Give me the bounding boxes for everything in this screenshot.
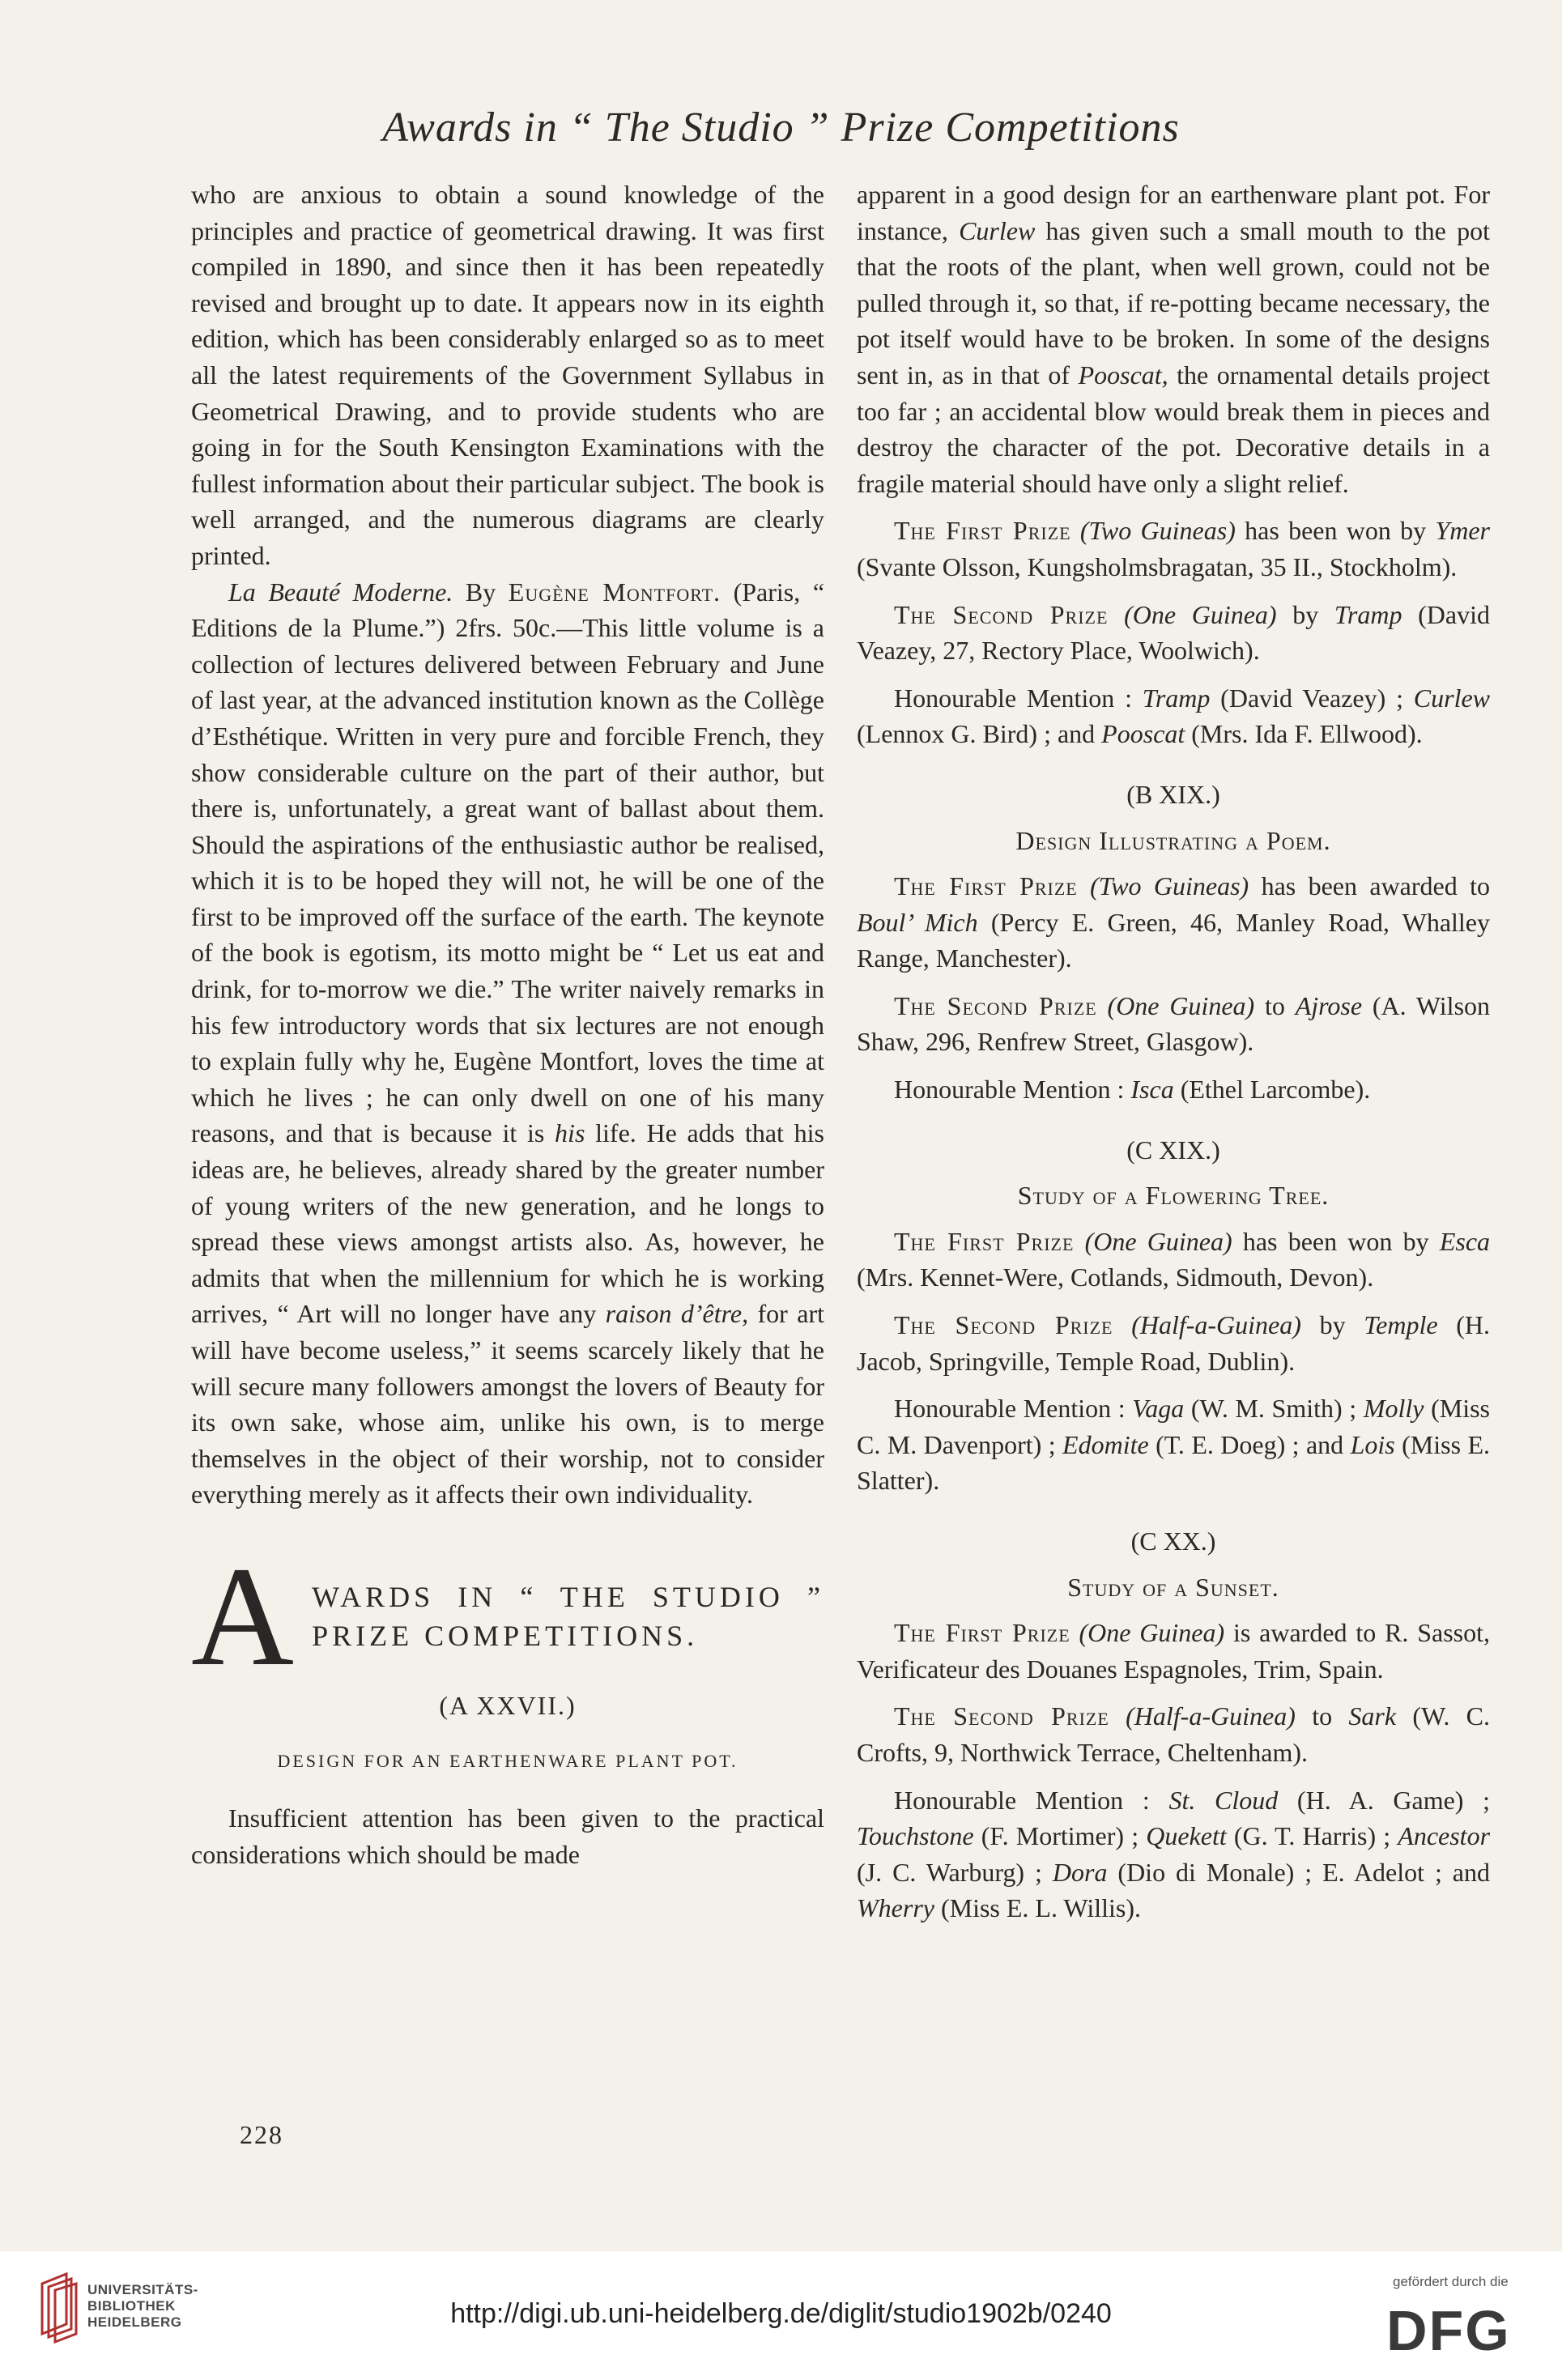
- award-entry: [857, 868, 1490, 977]
- text-run: (Lennox G. Bird) ; and: [857, 719, 1102, 749]
- text-run: (Dio di Monale) ; E. Adelot ; and: [1107, 1857, 1490, 1887]
- review-paragraph: [191, 574, 824, 1513]
- text-run: (H. A. Game) ;: [1278, 1785, 1491, 1815]
- text-run: to: [1295, 1701, 1349, 1731]
- dfg-logo: DFG: [1386, 2299, 1511, 2362]
- award-entry: [857, 1307, 1490, 1379]
- running-head: Awards in “ The Studio ” Prize Competitions: [382, 104, 1180, 151]
- text-run: life. He adds that his ideas are, he believes, already shared by the greater number of young writers of the new generation, and he longs to spread these views amongst artists also. As, however, he admits that when the millennium for which he is working arrives, “ Art will no longer have any: [191, 1118, 825, 1329]
- prize-label: The First Prize: [894, 516, 1071, 546]
- section-title: Study of a Flowering Tree.: [1017, 1181, 1330, 1211]
- pseudonym: Dora: [1052, 1857, 1108, 1887]
- paragraph: Insufficient attention has been given to the practical considerations which should be made: [191, 1803, 824, 1869]
- text-run: (Miss E. L. Willis).: [934, 1893, 1141, 1923]
- prize-label: The Second Prize: [894, 1701, 1109, 1731]
- awards-heading-block: [191, 1537, 824, 1779]
- text-run: (A. Wilson Shaw, 296, Renfrew Street, Glasgow).: [857, 990, 1491, 1057]
- pseudonym: Boul’ Mich: [857, 907, 978, 937]
- text-run: (Mrs. Ida F. Ellwood).: [1185, 719, 1423, 749]
- pseudonym: Wherry: [857, 1893, 934, 1923]
- text-run: (David Veazey) ;: [1210, 683, 1414, 713]
- text-run: for art will have become useless,” it seems scarcely likely that he will secure many followers amongst the lovers of Beauty for its own sake, whose aim, unlike his own, is to merge themselves in the object of their worship, not to consider everything merely as it affects their own individuality.: [191, 1299, 825, 1509]
- pseudonym: Curlew: [1413, 683, 1490, 713]
- pseudonym: Touchstone: [857, 1821, 974, 1851]
- text-run: apparent in a good design for an earthenware plant pot. For instance,: [857, 180, 1490, 245]
- text-run: has been awarded to: [1249, 871, 1490, 901]
- italic-run: raison d’être,: [605, 1299, 749, 1329]
- text-run: by: [1300, 1310, 1364, 1340]
- awards-heading: WARDS IN “ THE STUDIO ” PRIZE COMPETITIONS.: [312, 1580, 824, 1652]
- drop-cap: A: [191, 1537, 295, 1696]
- prize-label: The Second Prize: [894, 599, 1109, 629]
- text-run: (G. T. Harris) ;: [1226, 1821, 1398, 1851]
- text-run: (W. C. Crofts, 9, Northwick Terrace, Cheltenham).: [857, 1701, 1491, 1767]
- pseudonym: Temple: [1364, 1310, 1438, 1340]
- pseudonym: Pooscat: [1101, 719, 1185, 749]
- text-run: (H. Jacob, Springville, Temple Road, Dublin).: [857, 1310, 1490, 1376]
- text-run: is awarded to R. Sassot, Verificateur des Douanes Espagnoles, Trim, Spain.: [857, 1618, 1491, 1684]
- prize-sum: (One Guinea): [1070, 1618, 1225, 1648]
- award-entry: [857, 1224, 1490, 1296]
- text-run: (J. C. Warburg) ;: [857, 1857, 1053, 1887]
- honourable-mention: [857, 1390, 1490, 1499]
- section-code: (A XXVII.): [439, 1690, 577, 1720]
- award-entry: [857, 988, 1490, 1060]
- section-title: Design Illustrating a Poem.: [1015, 825, 1331, 855]
- prize-sum: (Half-a-Guinea): [1113, 1310, 1301, 1340]
- text-run: (Miss E. Slatter).: [857, 1429, 1491, 1496]
- text-run: (Miss C. M. Davenport) ;: [857, 1394, 1491, 1459]
- pseudonym: Ymer: [1435, 516, 1490, 546]
- text-run: (Percy E. Green, 46, Manley Road, Whalley Range, Manchester).: [857, 907, 1491, 973]
- prize-label: The First Prize: [894, 871, 1078, 901]
- pseudonym: Molly: [1363, 1394, 1424, 1424]
- left-column: [191, 177, 824, 1872]
- section-title: Study of a Sunset.: [1067, 1572, 1279, 1602]
- pseudonym: Vaga: [1132, 1394, 1185, 1424]
- text-run: (Svante Olsson, Kungsholmsbragatan, 35 II., Stockholm).: [857, 551, 1458, 581]
- paragraph: [857, 177, 1490, 501]
- prize-label: The First Prize: [894, 1618, 1070, 1648]
- section-code: (C XX.): [1130, 1526, 1216, 1556]
- honourable-mention: [857, 1071, 1490, 1108]
- text-run: has been won by: [1232, 1226, 1440, 1256]
- italic-run: Pooscat,: [1078, 360, 1168, 390]
- pseudonym: Edomite: [1062, 1429, 1149, 1459]
- pseudonym: St. Cloud: [1168, 1785, 1279, 1815]
- italic-run: his: [555, 1118, 585, 1148]
- text-run: has given such a small mouth to the pot that the roots of the plant, when well grown, could not be pulled through it, so that, if re-potting became necessary, the pot itself would have to be broken. In some of the designs sent in, as in that of: [857, 215, 1491, 390]
- text-run: By: [453, 577, 509, 607]
- text-run: by: [1276, 599, 1334, 629]
- pseudonym: Tramp: [1142, 683, 1211, 713]
- author-name: Eugène Montfort.: [508, 577, 721, 607]
- right-column: [857, 177, 1490, 1927]
- section-title: DESIGN FOR AN EARTHENWARE PLANT POT.: [277, 1750, 738, 1771]
- pseudonym: Esca: [1439, 1226, 1491, 1256]
- text-run: Honourable Mention :: [894, 1785, 1169, 1815]
- award-entry: [857, 597, 1490, 669]
- text-run: (Ethel Larcombe).: [1173, 1075, 1371, 1105]
- pseudonym: Ancestor: [1398, 1821, 1491, 1851]
- paragraph: who are anxious to obtain a sound knowledge of the principles and practice of geometrical drawing. It was first compiled in 1890, and since then it has been repeatedly revised and brought up to date. It appears now in its eighth edition, which has been considerably enlarged so as to meet all the latest requirements of the Government Syllabus in Geometrical Drawing, and to provide students who are going in for the South Kensington Examinations with the fullest information about their particular subject. The book is well arranged, and the numerous diagrams are clearly printed.: [191, 180, 824, 570]
- text-run: to: [1254, 990, 1296, 1020]
- pseudonym: Quekett: [1146, 1821, 1227, 1851]
- prize-label: The Second Prize: [894, 990, 1097, 1020]
- text-run: (Mrs. Kennet-Were, Cotlands, Sidmouth, Devon).: [857, 1262, 1374, 1292]
- text-run: (T. E. Doeg) ; and: [1148, 1429, 1351, 1459]
- prize-label: The Second Prize: [894, 1310, 1113, 1340]
- text-run: the ornamental details project too far ; an accidental blow would break them in pieces and destroy the character of the pot. Decorative details in a fragile material should have only a slight relief.: [857, 360, 1491, 498]
- text-run: Honourable Mention :: [894, 683, 1143, 713]
- section-code: (B XIX.): [1126, 779, 1220, 809]
- library-name-line: HEIDELBERG: [87, 2314, 182, 2330]
- pseudonym: Sark: [1348, 1701, 1397, 1731]
- text-run: has been won by: [1235, 516, 1436, 546]
- prize-sum: (Half-a-Guinea): [1109, 1701, 1296, 1731]
- text-run: (W. M. Smith) ;: [1184, 1394, 1364, 1424]
- text-run: (F. Mortimer) ;: [973, 1821, 1147, 1851]
- honourable-mention: [857, 680, 1490, 752]
- pseudonym: Tramp: [1334, 599, 1402, 629]
- section-code: (C XIX.): [1126, 1135, 1220, 1164]
- text-run: (Paris, “ Editions de la Plume.”) 2frs. 50c.—This little volume is a collection of lectures delivered between February and June of last year, at the advanced institution known as the Collège d’Esthétique. Written in very pure and forcible French, they show considerable culture on the part of their author, but there is, unfortunately, a great want of ballast about them. Should the aspirations of the enthusiastic author be realised, which it is to be hoped they will not, he will be one of the first to be improved off the surface of the earth. The keynote of the book is egotism, its motto might be “ Let us eat and drink, for to-morrow we die.” The writer naively remarks in his few introductory words that six lectures are not enough to explain fully why he, Eugène Montfort, loves the time at which he lives ; he can only dwell on one of his many reasons, and that is because it is: [191, 577, 825, 1148]
- library-name-line: UNIVERSITÄTS-: [87, 2282, 198, 2297]
- award-entry: [857, 513, 1490, 585]
- funding-note: gefördert durch die: [1393, 2274, 1509, 2289]
- award-entry: [857, 1615, 1490, 1687]
- text-run: (David Veazey, 27, Rectory Place, Woolwich).: [857, 599, 1490, 666]
- italic-run: Curlew: [959, 215, 1036, 245]
- page-number: 228: [240, 2120, 283, 2149]
- prize-sum: (One Guinea): [1108, 599, 1277, 629]
- award-entry: [857, 1698, 1490, 1770]
- prize-sum: (One Guinea): [1096, 990, 1255, 1020]
- book-title: La Beauté Moderne.: [228, 577, 453, 607]
- pseudonym: Isca: [1130, 1075, 1174, 1105]
- pseudonym: Ajrose: [1295, 990, 1363, 1020]
- prize-sum: (One Guinea): [1074, 1226, 1232, 1256]
- permalink-url[interactable]: http://digi.ub.uni-heidelberg.de/diglit/studio1902b/0240: [450, 2298, 1112, 2329]
- prize-label: The First Prize: [894, 1226, 1075, 1256]
- pseudonym: Lois: [1350, 1429, 1395, 1459]
- prize-sum: (Two Guineas): [1070, 516, 1236, 546]
- text-run: Honourable Mention :: [894, 1075, 1131, 1105]
- library-name-line: BIBLIOTHEK: [87, 2298, 176, 2314]
- honourable-mention: [857, 1782, 1490, 1927]
- text-run: Honourable Mention :: [894, 1394, 1133, 1424]
- prize-sum: (Two Guineas): [1077, 871, 1249, 901]
